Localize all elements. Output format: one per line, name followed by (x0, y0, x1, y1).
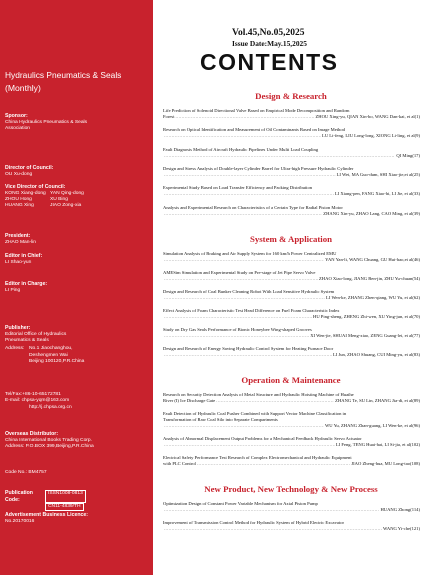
entry-title: Design and Research of Energy Saving Hydraulic Control System for Heating Furnace Door (163, 346, 334, 351)
entry-final-line (163, 314, 420, 320)
section-title-system-application: System & Application (249, 234, 333, 244)
leader-dots (164, 257, 324, 263)
leader-dots (197, 461, 350, 467)
vice-name: KONG Xiang-dong (5, 190, 46, 196)
toc-entry[interactable] (163, 455, 420, 467)
section-title-new-product: New Product, New Technology & New Process (204, 484, 378, 494)
entry-title: Fault Diagnosis Method of Aircraft Hydraulic Pipelines Under Multi Load Coupling (163, 147, 319, 152)
toc-entry[interactable] (163, 127, 420, 139)
vice-name: JIAO Zong-xia (50, 203, 82, 209)
publisher-line-1: Editorial Office of Hydraulics (5, 331, 67, 337)
leader-dots (164, 295, 325, 301)
entry-final-line (163, 153, 420, 159)
toc-entry[interactable] (163, 308, 420, 320)
toc-entry[interactable] (163, 166, 420, 178)
vice-director-head: Vice Director of Council: (5, 184, 66, 190)
toc-entry[interactable] (163, 205, 420, 217)
entry-authors: LI Wei, MA Guo-dum, SHI Xiao-jie,et al(25) (336, 172, 420, 178)
entry-final-line (163, 191, 420, 197)
sponsor-line-2: Association (5, 126, 31, 131)
president-head: President: (5, 233, 31, 239)
address-line-1: No.1 Jiaochanghou, (29, 346, 73, 352)
editor-in-chief-name: LI Shao-yun (5, 259, 32, 265)
volume-number: Vol.45,No.05,2025 (232, 28, 305, 38)
director-name: OU Xu-dong (5, 171, 33, 177)
entry-final-line (163, 114, 420, 120)
entry-title: Optimization Design of Constant Power Variable Mechanism for Axial Piston Pump (163, 501, 318, 506)
entry-title: River (I) Ice Discharge Gate (163, 398, 216, 404)
entry-title: Electrical Safety Performance Test Research of Complex Electromechanical and Hydraulic Equipment (163, 455, 352, 460)
entry-authors: LI Wen-ke, ZHANG Zhen-qiang, WU Yu, et al(62) (326, 295, 420, 301)
editor-in-charge-head: Editor in Charge: (5, 281, 48, 287)
overseas-line-1: China International Books Trading Corp. (5, 437, 92, 443)
entry-authors: WANG Yi-che(121) (383, 526, 420, 532)
overseas-block (5, 431, 151, 450)
publication-code-block (5, 490, 151, 511)
entry-final-line (163, 423, 420, 429)
editor-in-chief-block (5, 253, 151, 266)
address-label: Address: (5, 346, 25, 352)
entry-authors: YAN Yan-li, WANG Chuang, GU Hui-hao,et al(46) (325, 257, 420, 263)
leader-dots (164, 442, 335, 448)
entry-authors: HU Ping-sheng, ZHENG Zhi-wen, XU Ying-jun, et al(70) (313, 314, 420, 320)
president-name: ZHAO Man-lin (5, 239, 36, 245)
email-link[interactable]: E-mail: chpsa-yqm@163.com (5, 398, 70, 404)
entry-authors: LI Feng, TENG Huai-hai, LI Si-jia, et al(102) (335, 442, 420, 448)
publisher-line-2: Pneumatics & Seals (5, 338, 49, 343)
ad-licence-head: Advertisement Business Licence: (5, 512, 89, 518)
entry-title: Analysis of Abnormal Displacement Output Problems for a Mechanical Feedback Hydraulic Servo Actuator (163, 436, 362, 441)
entry-authors: HUANG Zhong(114) (380, 507, 420, 513)
overseas-line-2: Address: P.O.BOX 399,Beijing,P.R.China (5, 444, 94, 449)
toc-entry[interactable] (163, 346, 420, 358)
president-block (5, 233, 151, 246)
toc-entry[interactable] (163, 411, 420, 430)
section-title-operation-maintenance: Operation & Maintenance (241, 375, 341, 385)
telfax: Tel/Fax:+86-10-65172781 (5, 392, 61, 397)
entry-title: Life Prediction of Solenoid Directional Valve Based on Empirical Mode Decomposition and Random (163, 108, 350, 113)
contents-title: CONTENTS (200, 49, 339, 75)
leader-dots (164, 211, 322, 217)
toc-entry[interactable] (163, 289, 420, 301)
vice-name: XU Bing (50, 197, 68, 202)
leader-dots (164, 191, 334, 197)
leader-dots (164, 153, 395, 159)
leader-dots (164, 314, 312, 320)
editor-in-charge-block (5, 281, 151, 294)
entry-authors: JIAO Zheng-hua, MU Long-tao(108) (351, 461, 420, 467)
journal-frequency: (Monthly) (5, 83, 41, 93)
leader-dots (164, 507, 379, 513)
entry-final-line (163, 526, 420, 532)
sponsor-line-1: China Hydraulics Pneumatics & Seals (5, 119, 88, 125)
sidebar (0, 0, 153, 575)
vice-director-block (5, 184, 151, 210)
journal-name: Hydraulics Pneumatics & Seals (5, 70, 122, 80)
entry-title: Design and Stress Analysis of Double-layer Cylinder Barrel for Ultra-high Pressure Hydraulic Cylinder (163, 166, 354, 171)
entry-authors: ZHAO Xiao-long, JIANG Ben-jin, ZHU Yu-chuan(54) (319, 276, 420, 282)
entry-authors: QI Ming(17) (396, 153, 420, 159)
entry-final-line (163, 352, 420, 358)
director-block (5, 165, 151, 178)
entry-final-line (163, 333, 420, 339)
address-line-3: Beijing 100120,P.R.China (29, 359, 85, 365)
leader-dots (164, 333, 309, 339)
entry-authors: ZHOU Xing-yu, QIAN Xin-bo, WANG Dan-kai, et al(1) (315, 114, 420, 120)
entry-authors: LI Jun, ZHAO Shuang, CUI Ming-yu, et al(83) (332, 352, 420, 358)
entry-final-line (163, 172, 420, 178)
entry-title: AMESim Simulation and Experimental Study on Pre-stage of Jet Pipe Servo Valve (163, 270, 316, 275)
publication-code-cn-row (5, 503, 151, 511)
entry-title: Study on Dry Gas Seals Performance of Bionic Honeybee Wing-shaped Grooves (163, 327, 312, 332)
toc-entry[interactable] (163, 185, 420, 197)
publication-code-issn: ISSN1008-0813 (45, 490, 86, 503)
vice-row (5, 203, 151, 209)
issue-date: Issue Date:May.15,2025 (232, 39, 307, 48)
toc-entry[interactable] (163, 147, 420, 159)
sponsor-block (5, 113, 151, 132)
code-no: Code No.: BM4757 (5, 470, 47, 475)
ad-licence-block (5, 512, 151, 525)
sponsor-head: Sponsor: (5, 113, 28, 119)
toc-entry[interactable] (163, 501, 420, 513)
entry-title: Experimental Study Based on Load Transfer Efficiency and Packing Distribution (163, 185, 313, 190)
leader-dots (164, 172, 336, 178)
publication-code-row (5, 490, 151, 503)
website-link[interactable]: http://j.chpsa.org.cn (29, 404, 72, 410)
toc-entry[interactable] (163, 251, 420, 263)
entry-final-line (163, 507, 420, 513)
leader-dots (216, 398, 334, 404)
toc-entry[interactable] (163, 436, 420, 448)
entry-final-line (163, 257, 420, 263)
publisher-head: Publisher: (5, 325, 31, 331)
entry-final-line (163, 211, 420, 217)
entry-final-line (163, 442, 420, 448)
toc-entry[interactable] (163, 327, 420, 339)
leader-dots (164, 276, 318, 282)
entry-final-line (163, 398, 420, 404)
vice-name: ZHOU Hong (5, 197, 32, 202)
entry-authors: WU Yu, ZHANG Zhan-guang, LI Wen-ke, et al(96) (324, 423, 420, 429)
entry-final-line (163, 133, 420, 139)
toc-entry[interactable] (163, 392, 420, 404)
entry-final-line (163, 461, 420, 467)
section-title-design-research: Design & Research (255, 91, 327, 101)
entry-authors: ZHANG Xin-yu, ZHAO Lang, CAO Ming, et al(39) (323, 211, 420, 217)
editor-in-charge-name: LI Ping (5, 287, 21, 293)
entry-final-line (163, 295, 420, 301)
publication-code-label: Publication Code: (5, 490, 33, 503)
ad-licence-no: No.20170016 (5, 518, 35, 524)
entry-authors: LU Li-feng, LIU Long-long, XIONG Li-ling, et al(9) (322, 133, 420, 139)
toc-entry[interactable] (163, 270, 420, 282)
entry-title: with PLC Control (163, 461, 196, 467)
entry-title: Effect Analysis of Foam Characteristic Test Head Difference on Fuel Foam Characteristic Index (163, 308, 340, 313)
publisher-block (5, 325, 151, 366)
leader-dots (164, 423, 324, 429)
entry-authors: LI Xiang-pen, FANG Xiao-hi, LI Jie, et al(33) (334, 191, 420, 197)
address-line-2: Deshengmen Wai (29, 352, 68, 358)
editor-in-chief-head: Editor in Chief: (5, 253, 43, 259)
entry-authors: XI Wen-jie, SHUAI Meng-xiao, ZENG Guang-lei, et al(77) (310, 333, 420, 339)
vice-name: YAN Qing-dong (50, 190, 84, 196)
entry-title: Design and Research of Coal Bunker Cleaning Robot With Load Sensitive Hydraulic System (163, 289, 335, 294)
publication-code-cn: CN11-4839/TH (45, 503, 84, 511)
entry-title: Analysis and Experimental Research on Characteristics of a Certain Type for Radial Piston Motor (163, 205, 343, 210)
leader-dots (164, 352, 332, 358)
leader-dots (175, 114, 314, 120)
entry-title: Research on Optical Identification and Measurement of Oil Contaminants Based on Image Method (163, 127, 345, 132)
entry-title: Transformation of Raw Coal Silo into Separate Compartments (163, 417, 278, 423)
contact-block (5, 392, 151, 411)
toc-entry[interactable] (163, 520, 420, 532)
director-head: Director of Council: (5, 165, 54, 171)
entry-title: Fault Detection of Hydraulic Coal Pusher Combined with Support Vector Machine Classification in (163, 411, 347, 416)
entry-title: Improvement of Transmission Control Method for Hydraulic System of Hybrid Electric Excavator (163, 520, 345, 525)
leader-dots (164, 133, 321, 139)
entry-title: Research on Security Detection Analysis of Metal Structure and Hydraulic Hoisting Machine of Huaihe (163, 392, 354, 397)
entry-authors: ZHANG Te, SU Lin, ZHANG Jia-di, et al(89) (335, 398, 420, 404)
entry-title: Simulation Analysis of Braking and Air Supply System for 160 km/h Power Centralized EMU (163, 251, 337, 256)
entry-final-line (163, 276, 420, 282)
vice-name: HUANG Xing (5, 203, 34, 209)
entry-title: Forest (163, 114, 175, 120)
leader-dots (164, 526, 382, 532)
toc-entry[interactable] (163, 108, 420, 120)
overseas-head: Overseas Distributor: (5, 431, 59, 437)
